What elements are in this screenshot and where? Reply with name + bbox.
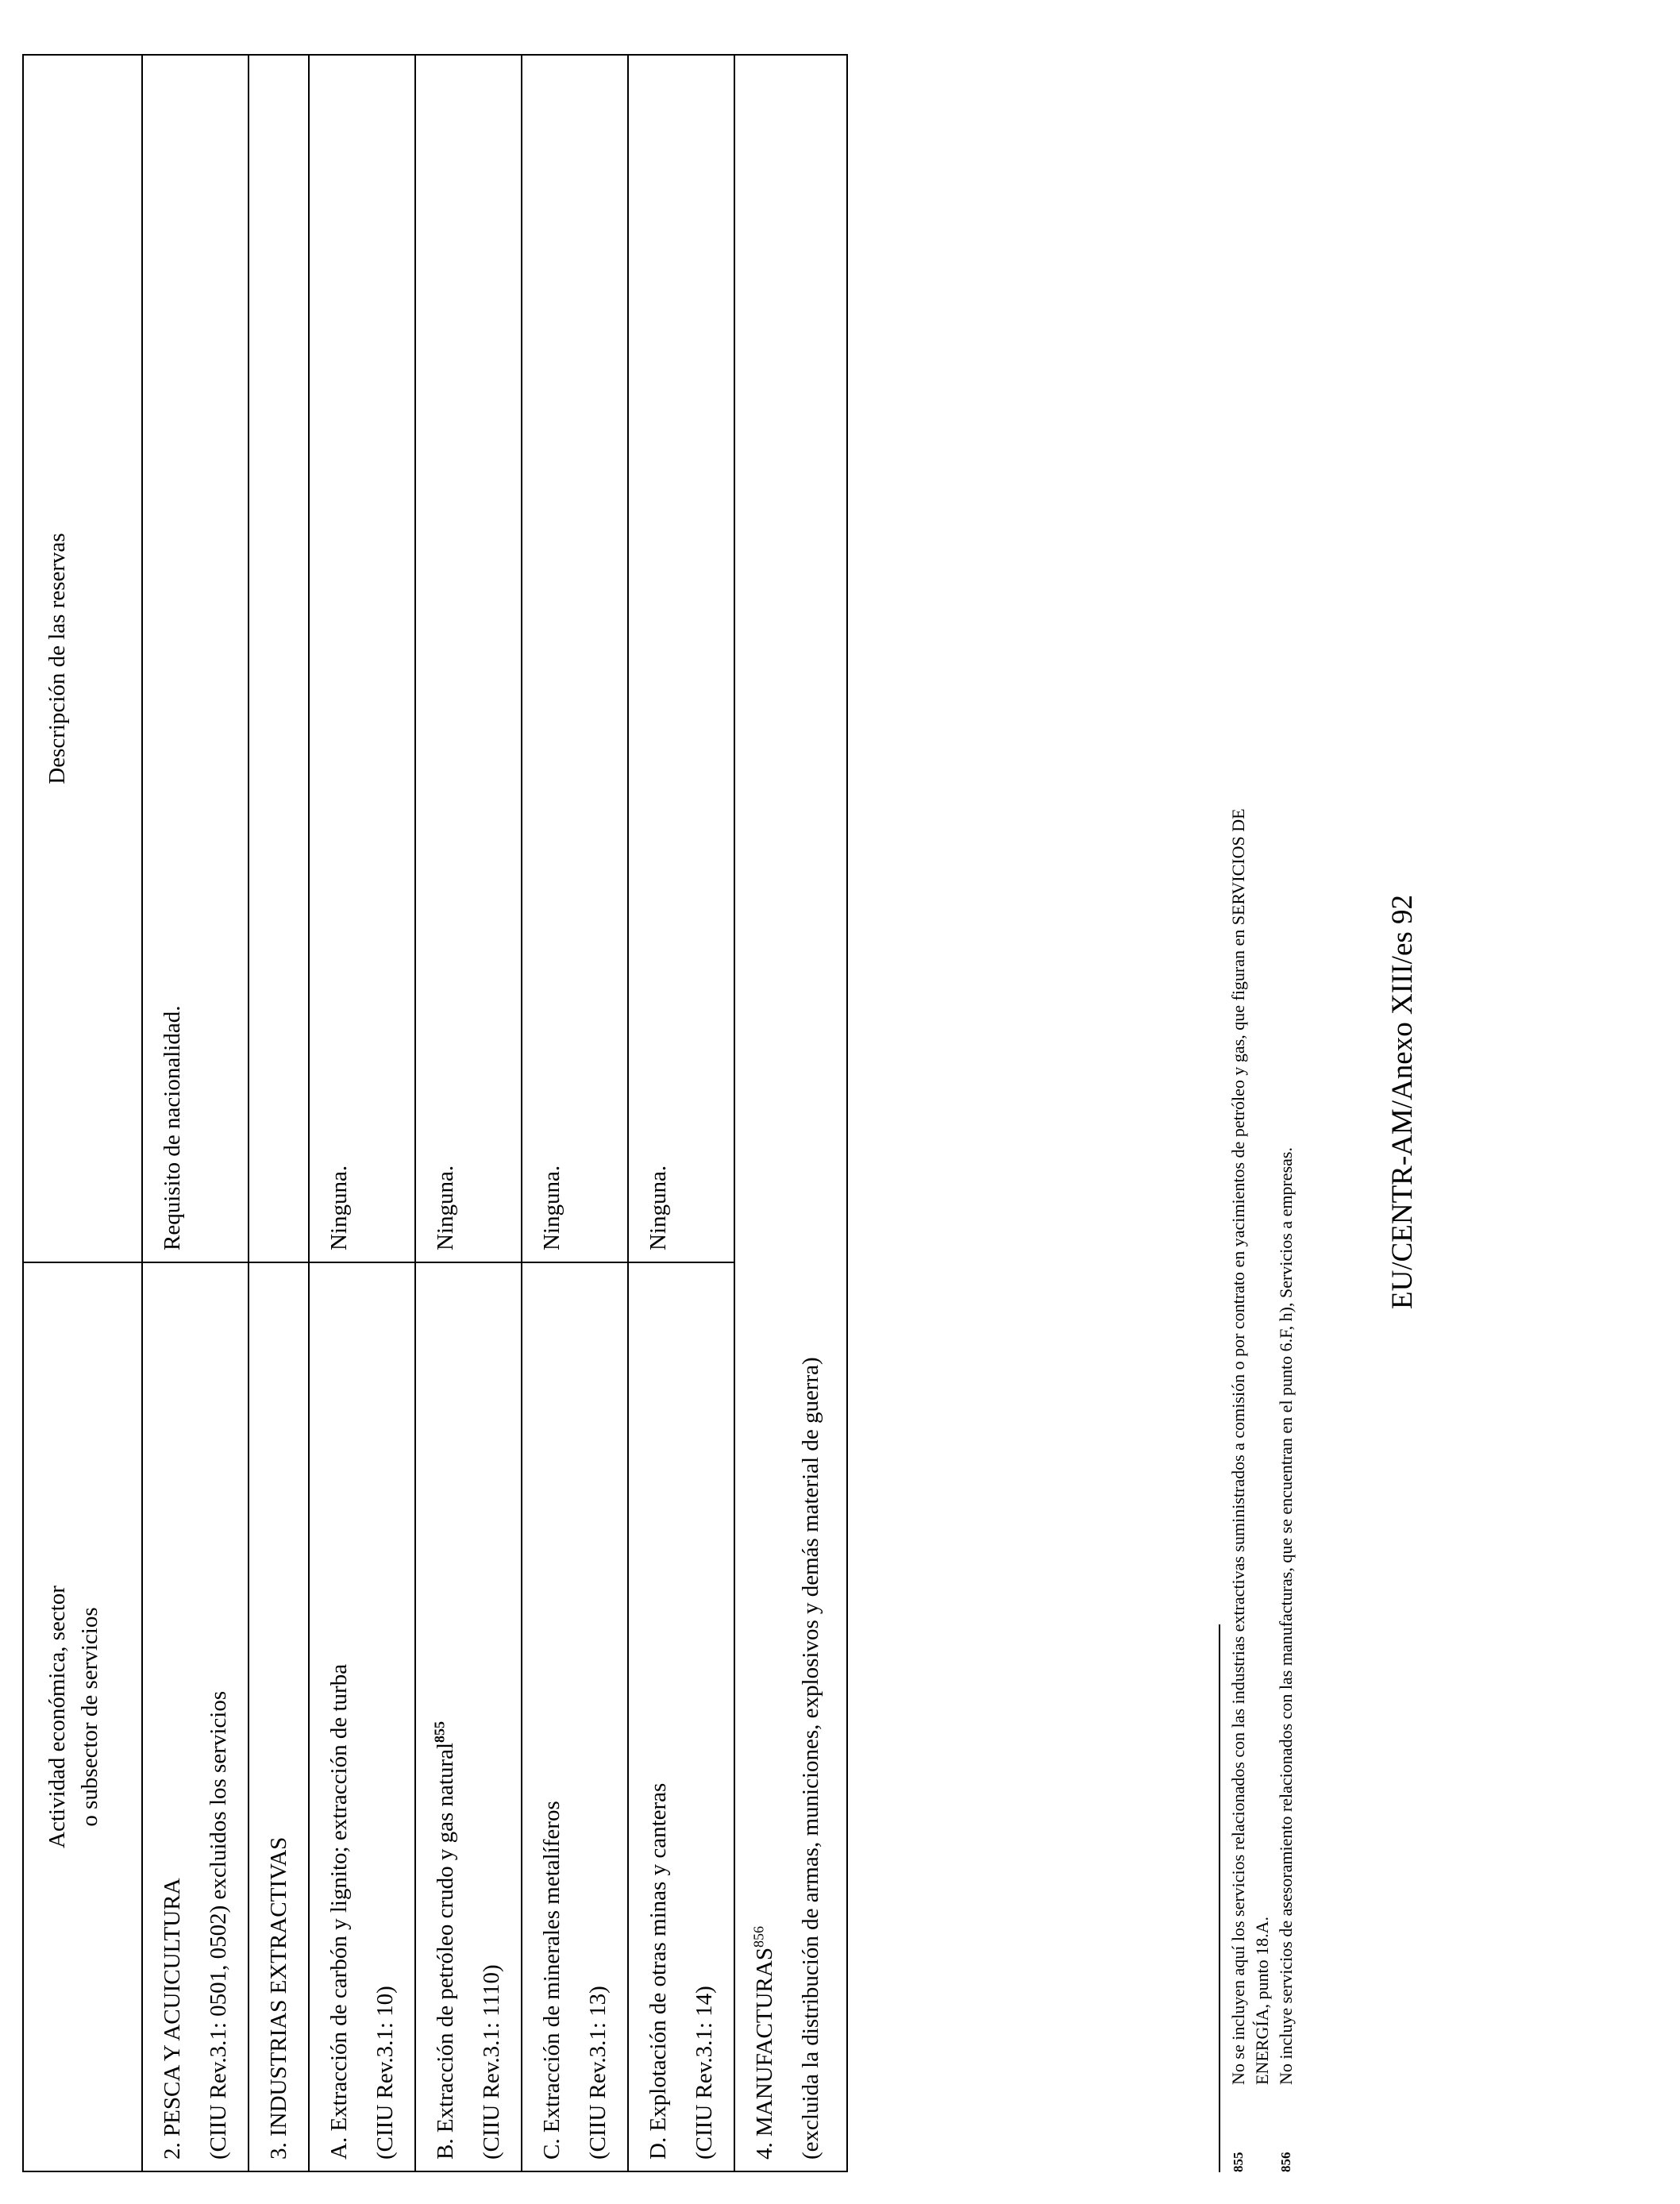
header-reserves: Descripción de las reservas xyxy=(23,55,142,1262)
section-cell: 3. INDUSTRIAS EXTRACTIVAS xyxy=(249,1262,309,2171)
footnote-text xyxy=(1227,56,1274,2085)
section-note: (excluida la distribución de armas, municiones, explosivos y demás material de guerra) xyxy=(798,1357,823,2160)
table-row-section xyxy=(734,55,847,2171)
section-cell-manufacturas xyxy=(734,55,847,2171)
footnote-number: 856 xyxy=(1278,2152,1293,2172)
activity-cell xyxy=(628,1262,734,2171)
table-row xyxy=(309,55,415,2171)
table-row xyxy=(415,55,522,2171)
activity-code: (CIIU Rev.3.1: 10) xyxy=(372,1986,398,2160)
activity-title: A. Extracción de carbón y lignito; extracción de turba xyxy=(326,1663,352,2160)
footnote-separator xyxy=(1219,1624,1220,2172)
activity-code: (CIIU Rev.3.1: 14) xyxy=(692,1986,717,2160)
activity-title xyxy=(422,1274,468,2160)
footnote-855 xyxy=(1227,56,1274,2172)
activity-cell xyxy=(142,1262,249,2171)
footnote-line: ENERGÍA, punto 18.A. xyxy=(1252,1916,1272,2085)
table-row-section xyxy=(249,55,309,2171)
footnote-ref-855: 855 xyxy=(431,1720,448,1743)
reservations-table xyxy=(22,54,848,2172)
activity-cell xyxy=(309,1262,415,2171)
table-row xyxy=(142,55,249,2171)
activity-code: (CIIU Rev.3.1: 13) xyxy=(585,1986,611,2160)
reserve-cell: Ninguna. xyxy=(628,55,734,1262)
header-activity-line2: o subsector de servicios xyxy=(77,1607,102,1827)
activity-code: (CIIU Rev.3.1: 1110) xyxy=(479,1964,504,2160)
header-activity xyxy=(23,1262,142,2171)
activity-title: 2. PESCA Y ACUICULTURA xyxy=(160,1878,185,2160)
reserve-cell: Ninguna. xyxy=(522,55,628,1262)
reserve-cell: Requisito de nacionalidad. xyxy=(142,55,249,1262)
footnote-line: No incluye servicios de asesoramiento relacionados con las manufacturas, que se encuentran en el punto 6.F, h), Servicios a empresas. xyxy=(1276,1147,1296,2085)
activity-code: (CIIU Rev.3.1: 0501, 0502) excluidos los servicios xyxy=(206,1690,231,2160)
activity-cell xyxy=(415,1262,522,2171)
section-title xyxy=(742,67,788,2160)
table-row xyxy=(522,55,628,2171)
footnote-ref-856: 856 xyxy=(750,1926,767,1948)
footnote-text xyxy=(1274,56,1298,2085)
section-title-text: 4. MANUFACTURAS xyxy=(752,1948,777,2160)
footnote-856 xyxy=(1274,56,1298,2172)
reserve-cell: Ninguna. xyxy=(309,55,415,1262)
header-activity-line1: Actividad económica, sector xyxy=(44,1586,70,1848)
footnote-line: No se incluyen aquí los servicios relacionados con las industrias extractivas suministrados a comisión o por contrato en yacimientos de petróleo y gas, que figuran en SERVICIOS DE xyxy=(1228,808,1248,2085)
table-header-row xyxy=(23,55,142,2171)
activity-title: D. Explotación de otras minas y canteras xyxy=(645,1782,671,2160)
footnote-number: 855 xyxy=(1231,2152,1246,2172)
activity-title-text: B. Extracción de petróleo crudo y gas natural xyxy=(433,1742,458,2160)
footnotes xyxy=(1227,56,1298,2172)
reserve-cell: Ninguna. xyxy=(415,55,522,1262)
page-identifier: EU/CENTR-AM/Anexo XIII/es 92 xyxy=(1386,894,1419,1310)
activity-cell xyxy=(522,1262,628,2171)
table-row xyxy=(628,55,734,2171)
empty-reserve-cell xyxy=(249,55,309,1262)
activity-title: C. Extracción de minerales metalíferos xyxy=(539,1801,564,2160)
